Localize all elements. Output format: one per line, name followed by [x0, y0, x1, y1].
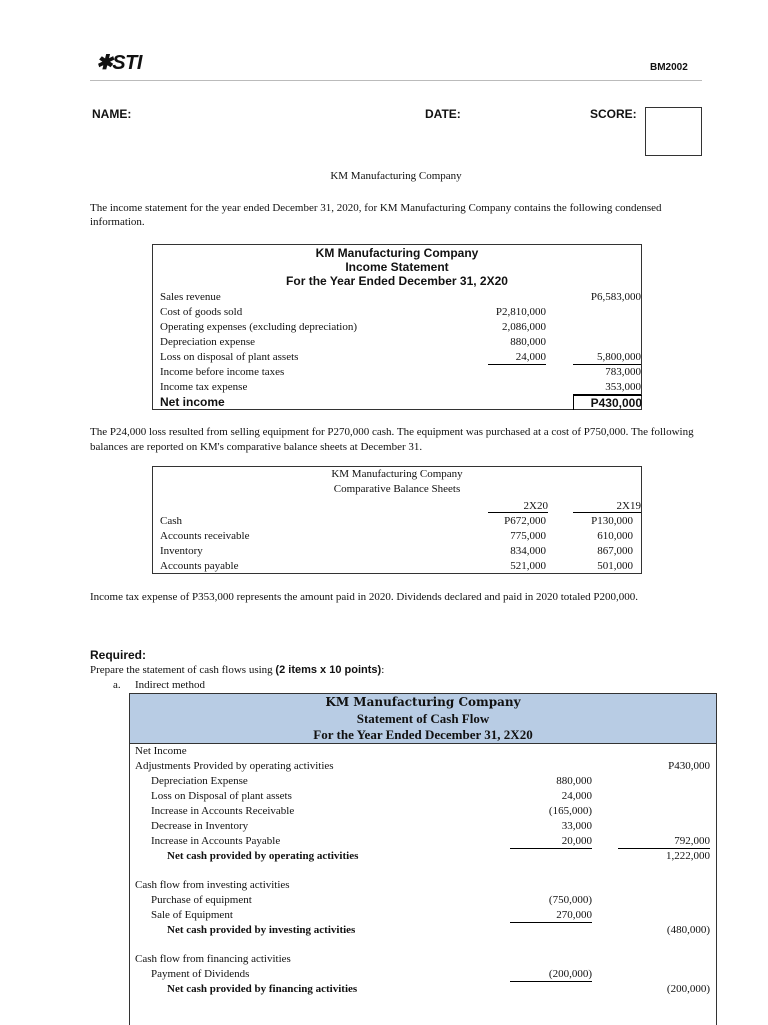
is-row-label: Depreciation expense	[160, 336, 255, 348]
cf-row	[130, 789, 716, 803]
is-row-label: Operating expenses (excluding depreciation)	[160, 321, 358, 333]
is-row-label: Net income	[160, 395, 225, 409]
cf-row-label: Net Income	[135, 745, 187, 757]
is-title-1: KM Manufacturing Company	[315, 246, 479, 260]
cf-row-amount-2: (480,000)	[666, 924, 710, 936]
item-text: Indirect method	[135, 679, 205, 691]
cf-row-amount-1: 20,000	[510, 834, 592, 849]
cf-row-label: Cash flow from financing activities	[135, 953, 291, 965]
date-label: DATE:	[425, 107, 461, 121]
bs-row	[153, 544, 641, 558]
cf-row	[130, 878, 716, 892]
cf-row-label: Net cash provided by investing activities	[167, 924, 356, 936]
is-row-amount-1: 24,000	[488, 350, 546, 365]
score-box[interactable]	[645, 107, 702, 156]
bs-row	[153, 514, 641, 528]
bs-title-1: KM Manufacturing Company	[331, 468, 463, 480]
is-row-amount-1: 880,000	[510, 336, 546, 348]
cf-row	[130, 967, 716, 981]
cf-row	[130, 744, 716, 758]
header-rule	[90, 80, 702, 81]
cf-row-amount-1: (750,000)	[548, 894, 592, 906]
cf-row	[130, 982, 716, 996]
cf-row	[130, 923, 716, 937]
bs-row-amount-2: 610,000	[597, 530, 633, 542]
cf-row-amount-1: 880,000	[556, 775, 592, 787]
is-row-amount-1: 2,086,000	[502, 321, 546, 333]
is-row-amount-2: P6,583,000	[590, 291, 641, 303]
cf-row	[130, 908, 716, 922]
intro-paragraph: The income statement for the year ended December 31, 2020, for KM Manufacturing Company contains the following condensed information.	[90, 202, 662, 228]
is-row	[153, 320, 641, 334]
is-row-amount-2: 783,000	[605, 366, 641, 378]
is-row-label: Loss on disposal of plant assets	[160, 351, 299, 363]
bs-col1-header: 2X20	[488, 500, 548, 513]
cf-row	[130, 849, 716, 863]
bs-row	[153, 529, 641, 543]
cf-row	[130, 952, 716, 966]
cf-row-amount-1: 270,000	[510, 908, 592, 923]
paragraph-2: The P24,000 loss resulted from selling equipment for P270,000 cash. The equipment was purchased at a cost of P750,000. The following balances are reported on KM's comparative balance sheets at December 31.	[90, 426, 694, 453]
cf-row-label: Sale of Equipment	[151, 909, 233, 921]
is-row-amount-2: P430,000	[573, 395, 642, 410]
cf-title-1: KM Manufacturing Company	[325, 695, 521, 709]
cf-title-3: For the Year Ended December 31, 2X20	[313, 727, 533, 742]
bs-row-amount-2: 867,000	[597, 545, 633, 557]
bs-row-label: Inventory	[160, 545, 203, 557]
is-row-label: Income tax expense	[160, 381, 248, 393]
is-row-amount-2: 5,800,000	[573, 350, 641, 365]
bs-row-amount-1: P672,000	[504, 515, 546, 527]
cf-row-label: Decrease in Inventory	[151, 820, 249, 832]
income-statement	[152, 244, 642, 410]
is-row-label: Income before income taxes	[160, 366, 285, 378]
sti-logo: ✱STI	[96, 52, 142, 74]
cf-title-2: Statement of Cash Flow	[356, 711, 490, 726]
cf-row	[130, 893, 716, 907]
balance-sheet	[152, 466, 642, 574]
bs-col2-header: 2X19	[573, 500, 641, 513]
is-row	[153, 335, 641, 349]
cf-row-amount-2: 1,222,000	[666, 850, 710, 862]
is-row-amount-1: P2,810,000	[495, 306, 546, 318]
cf-row-amount-1: 33,000	[561, 820, 592, 832]
bs-row	[153, 559, 641, 573]
is-row-amount-2: 353,000	[573, 380, 641, 395]
is-row	[153, 395, 641, 409]
is-row	[153, 350, 641, 364]
is-row	[153, 380, 641, 394]
cf-row-label: Purchase of equipment	[151, 894, 252, 906]
cash-flow-statement	[129, 693, 717, 1025]
cf-row	[130, 804, 716, 818]
item-marker: a.	[113, 679, 121, 691]
is-row-label: Cost of goods sold	[160, 306, 243, 318]
is-title-3: For the Year Ended December 31, 2X20	[286, 274, 508, 288]
cf-row	[130, 774, 716, 788]
points-note: (2 items x 10 points)	[275, 664, 382, 676]
bs-row-amount-2: 501,000	[597, 560, 633, 572]
bs-row-amount-2: P130,000	[591, 515, 633, 527]
cf-row-amount-1: (165,000)	[548, 805, 592, 817]
cf-row-amount-1: 24,000	[561, 790, 592, 802]
cf-row	[130, 759, 716, 773]
bs-title-2: Comparative Balance Sheets	[333, 483, 461, 495]
cf-row-amount-2: (200,000)	[666, 983, 710, 995]
cf-row-amount-2: 792,000	[618, 834, 710, 849]
bs-row-amount-1: 775,000	[510, 530, 546, 542]
bs-row-label: Accounts receivable	[160, 530, 250, 542]
is-row	[153, 365, 641, 379]
intro-company-title: KM Manufacturing Company	[330, 170, 462, 182]
paragraph-3: Income tax expense of P353,000 represents the amount paid in 2020. Dividends declared and paid in 2020 totaled P200,000.	[90, 591, 639, 603]
cf-row-label: Net cash provided by operating activities	[167, 850, 359, 862]
cf-row-label: Loss on Disposal of plant assets	[151, 790, 292, 802]
cf-row-label: Payment of Dividends	[151, 968, 250, 980]
is-title-2: Income Statement	[345, 260, 449, 274]
bs-row-label: Accounts payable	[160, 560, 239, 572]
cf-row-label: Adjustments Provided by operating activities	[135, 760, 334, 772]
cf-row-label: Increase in Accounts Payable	[151, 835, 281, 847]
cf-row	[130, 834, 716, 848]
cf-row-label: Increase in Accounts Receivable	[151, 805, 295, 817]
bs-row-label: Cash	[160, 515, 182, 527]
document-code: BM2002	[650, 62, 688, 73]
bs-row-amount-1: 521,000	[510, 560, 546, 572]
bs-row-amount-1: 834,000	[510, 545, 546, 557]
score-label: SCORE:	[590, 107, 637, 121]
cf-row	[130, 819, 716, 833]
logo-mark-icon: ✱	[96, 52, 113, 74]
cf-row-amount-2: P430,000	[668, 760, 710, 772]
required-heading: Required:	[90, 648, 147, 662]
cf-row-amount-1: (200,000)	[510, 967, 592, 982]
cf-row-label: Depreciation Expense	[151, 775, 248, 787]
is-row-label: Sales revenue	[160, 291, 221, 303]
cf-header-band	[130, 694, 716, 744]
is-row	[153, 305, 641, 319]
required-instruction: Prepare the statement of cash flows using (2 items x 10 points):	[90, 664, 385, 676]
name-label: NAME:	[92, 107, 132, 121]
is-row	[153, 290, 641, 304]
cf-row-label: Net cash provided by financing activities	[167, 983, 358, 995]
cf-row-label: Cash flow from investing activities	[135, 879, 290, 891]
